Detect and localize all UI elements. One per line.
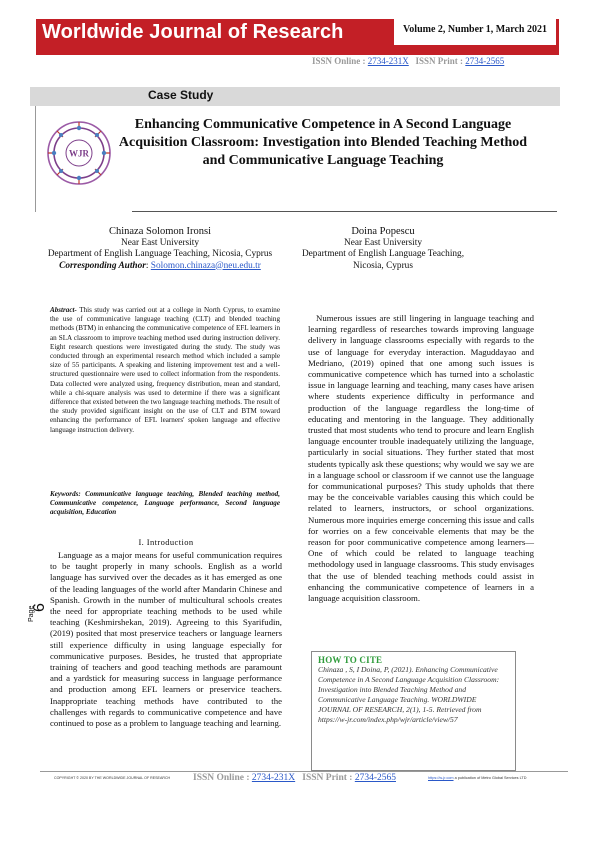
issn-online-link[interactable]: 2734-231X (367, 56, 409, 66)
corresponding-author: Corresponding Author: Solomon.chinaza@neu.edu.tr (59, 260, 261, 271)
footer-issn-online-link[interactable]: 2734-231X (251, 773, 296, 783)
logo-text: WJR (69, 148, 89, 159)
footer-issn-print-link[interactable]: 2734-2565 (354, 773, 396, 783)
footer-issn: ISSN Online : 2734-231X ISSN Print : 2734-2565 (193, 773, 396, 783)
vertical-divider (35, 100, 36, 212)
author-2-department: Department of English Language Teaching, Nicosia, Cyprus (301, 249, 465, 271)
how-to-cite-heading: HOW TO CITE (318, 655, 383, 665)
author-2-name: Doina Popescu (351, 226, 415, 237)
footer-url-link[interactable]: https://w-jr.com (428, 776, 454, 780)
journal-title: Worldwide Journal of Research (42, 21, 344, 43)
footer-copyright: COPYRIGHT © 2020 BY THE WORLDWIDE JOURNAL OF RESEARCH (54, 776, 171, 780)
abstract-label: Abstract- (50, 306, 77, 314)
title-rule (132, 211, 557, 212)
keywords (50, 490, 280, 518)
page-number: 6 (31, 603, 48, 612)
section-label: Case Study (148, 88, 214, 102)
author-1-department: Department of English Language Teaching, Nicosia, Cyprus (47, 249, 273, 259)
author-1 (36, 226, 284, 272)
journal-masthead (36, 19, 559, 55)
page-label: Page (28, 605, 35, 622)
author-email-link[interactable]: Solomon.chinaza@neu.edu.tr (150, 260, 261, 271)
right-column-text: Numerous issues are still lingering in language teaching and learning regardless of researches towards improving language delivery in language classrooms especially with regards to the use of language for everyday interaction. Maguddayao and Medriano, (2019) opined that one among such issues is communicative competence which has turned into a scholastic issue in language learning and teaching, many cases have arisen where students experience difficulty in performance and production of the language regardless the long-time of educating and mentoring in the language. They additionally trusted that most students who tend to procure and learn English language encounter trouble inadequately utilizing the language, particularly in social situations. They further stated that most students typically ask these questions; why would we say we are in a language school or classroom if we cannot use the language for communicational purposes? This study upholds that there may be the conceivable variables causing this which could be related to learners, instructors, or school organizations. Numerous more inquiries emerge concerning this issue and calls for worries on a few conceivable elements that may be the reason for poor communicative competence among learners—One of which could be related to language teaching methodology used in language classrooms. This study envisages that the use of blended teaching methods could assist in enhancing the communicative competence of learners in a language acquisition classroom. (308, 313, 534, 604)
author-2 (300, 226, 466, 272)
volume-info: Volume 2, Number 1, March 2021 (394, 19, 556, 45)
abstract (50, 306, 280, 435)
journal-logo (44, 118, 114, 188)
introduction-text: Language as a major means for useful communication requires to be taught properly in many schools. English as a world language has survived over the decades as it has emerged as one of the leading languages of the world after Mandarin Chinese and Spanish. Growth in the number of multicultural schools creates the need for appropriate teaching methods to be used while teaching (Keshmirshekan, 2019). Agreeing to this Syarifudin, (2019) posited that most preservice teachers or language learners still experience difficulty in using language especially for communicative purposes. Besides, he trusted that appropriate training of teachers and good teaching methods are paramount and a yardstick for measuring success in language performance and production among EFL learners or preservice teachers. Inappropriate teaching methods have contributed to the challenges with regards to communicative competence and have continued to pose as a problem to language teaching and learning. (50, 550, 282, 729)
how-to-cite-box (311, 651, 516, 771)
keywords-text: Communicative language teaching, Blended teaching method, Communicative competence, Language performance, Second language acquisition, Education (50, 490, 280, 517)
issn-header: ISSN Online : 2734-231X ISSN Print : 2734-2565 (312, 56, 505, 66)
footer-rule (40, 771, 568, 772)
author-2-affiliation: Near East University (344, 237, 422, 248)
abstract-text: This study was carried out at a college in North Cyprus, to examine the use of communicative language teaching (CLT) and blended teaching methods (BTM) in enhancing the communicative competence of EFL learners in an SLA classroom to improve teaching method used during instruction delivery. Eight research questions were investigated during the study. The study was conducted through an experimental research method which included a sample size of 55 participants. A speaking and listening improvement test and a well-structured questionnaire were used to collect information from the respondents. Data collected were analyzed using, frequency distribution, mean and standard, while a chi-square analysis was used to determine if there was a significant difference that existed between the two language teaching methods. The result of the study provided significant insight on the use of CLT and BTM toward enhancing the performance of EFL learners' spoken language and effective language instruction delivery. (50, 306, 280, 434)
section-band (30, 87, 560, 106)
author-1-name: Chinaza Solomon Ironsi (108, 226, 212, 237)
footer-publisher: https://w-jr.com a publication of Metro Global Services LTD (428, 776, 527, 780)
paper-title: Enhancing Communicative Competence in A Second Language Acquisition Classroom: Investigation into Blended Teaching Method and Communicative Language Teaching (118, 117, 528, 168)
keywords-label: Keywords: (50, 490, 81, 498)
issn-print-link[interactable]: 2734-2565 (465, 56, 505, 66)
author-1-affiliation: Near East University (121, 237, 199, 248)
introduction-heading: I. Introduction (138, 537, 194, 547)
how-to-cite-text: Chinaza , S, I Doina, P, (2021). Enhancing Communicative Competence in A Second Language Acquisition Classroom: Investigation into Blended Teaching Method and Communicative Language Teaching. WORLDWIDE JOURNAL OF RESEARCH, 2(1), 1-5. Retrieved from https://w-jr.com/index.php/wjr/article/view/57 (318, 665, 500, 724)
